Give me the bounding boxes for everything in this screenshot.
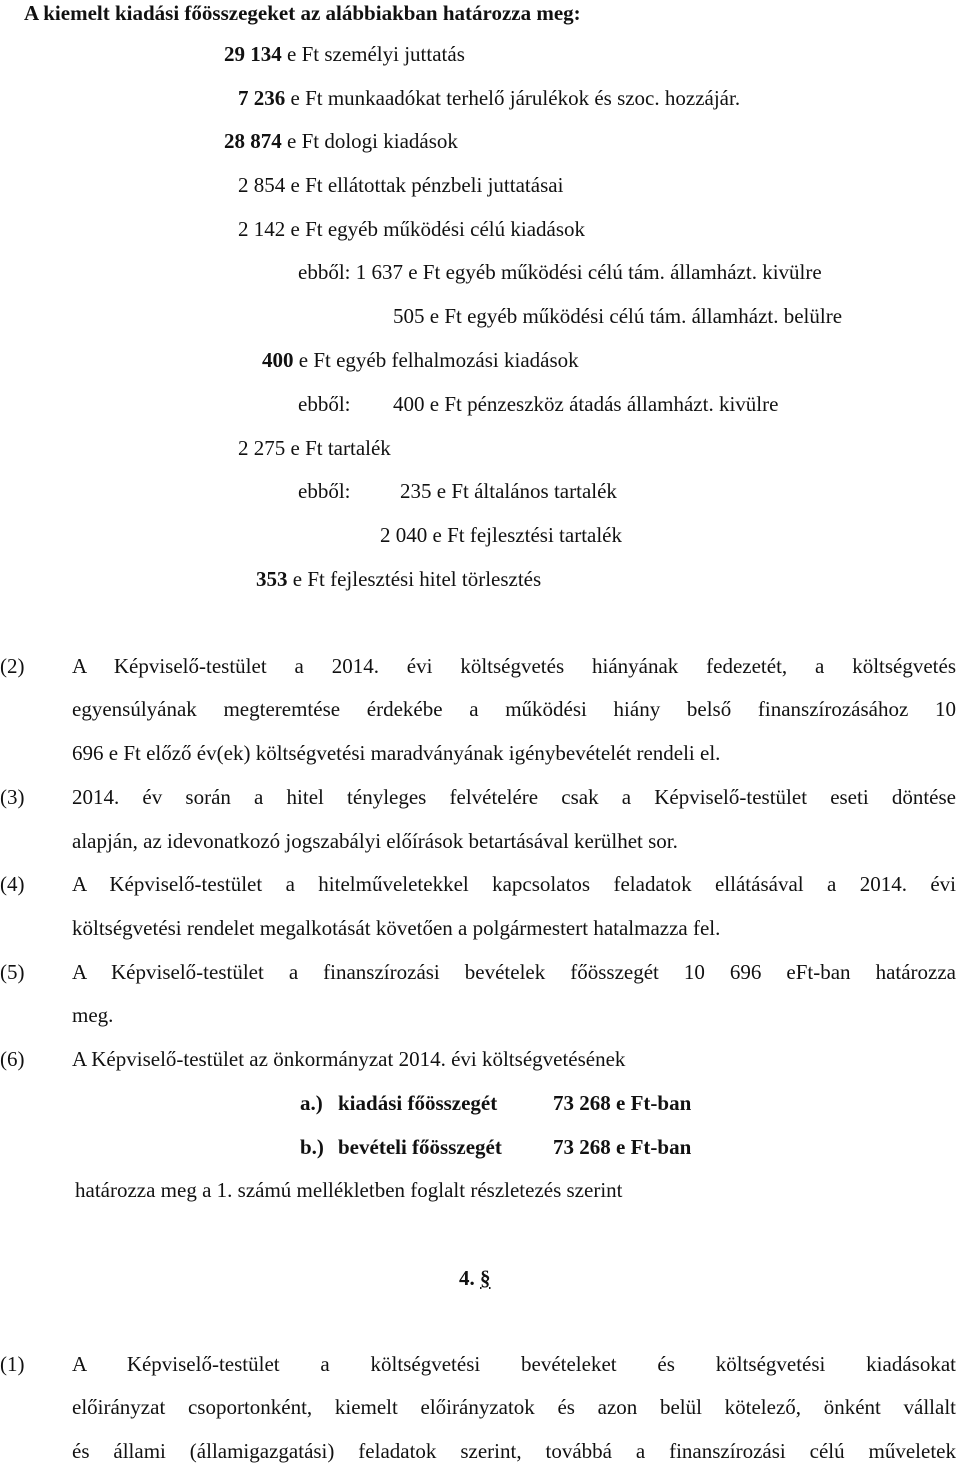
- list-heading: A kiemelt kiadási főösszegeket az alábbiakban határozza meg:: [24, 1, 581, 25]
- paragraph-number: (3): [0, 785, 25, 809]
- item-penzeszkoz: 400 e Ft pénzeszköz átadás államházt. kivülre: [393, 392, 779, 416]
- section-4-paragraph-1-line: A Képviselő-testület a költségvetési bevételeket és költségvetési kiadásokat: [72, 1352, 956, 1376]
- amount: 28 874: [224, 129, 282, 153]
- amount: 400: [262, 348, 294, 372]
- total-text: bevételi főösszegét: [338, 1135, 502, 1159]
- ebbol-label: ebből:: [298, 392, 351, 416]
- amount: 29 134: [224, 42, 282, 66]
- paragraph-number: (6): [0, 1047, 25, 1071]
- paragraph-6-tail: határozza meg a 1. számú mellékletben foglalt részletezés szerint: [75, 1178, 623, 1202]
- item-felhalmozasi: [262, 347, 579, 373]
- section-sign: §: [480, 1266, 491, 1290]
- section-4-paragraph-1-line: és állami (államigazgatási) feladatok szerint, továbbá a finanszírozási célú műveletek: [72, 1439, 956, 1463]
- item-tartalek: 2 275 e Ft tartalék: [238, 436, 391, 460]
- amount: 7 236: [238, 86, 286, 110]
- section-number: 4.: [459, 1266, 475, 1290]
- item-altalanos-tartalek: 235 e Ft általános tartalék: [400, 479, 617, 503]
- item-szemelyi-juttatas: [224, 41, 465, 67]
- paragraph-number: (5): [0, 960, 25, 984]
- item-munkaado-jarulekok: [238, 85, 740, 111]
- paragraph-5-line: meg.: [72, 1003, 114, 1027]
- paragraph-4-line: költségvetési rendelet megalkotását követően a polgármestert hatalmazza fel.: [72, 916, 721, 940]
- item-fejlesztesi-tartalek: 2 040 e Ft fejlesztési tartalék: [380, 523, 623, 547]
- total-text: kiadási főösszegét: [338, 1091, 498, 1115]
- total-label: a.): [300, 1091, 323, 1115]
- item-egyeb-mukodesi: 2 142 e Ft egyéb működési célú kiadások: [238, 217, 586, 241]
- paragraph-4-line: A Képviselő-testület a hitelműveletekkel kapcsolatos feladatok ellátásával a 2014. évi: [72, 872, 956, 896]
- ebbol-label: ebből:: [298, 479, 351, 503]
- item-hitel-torlesztes: [256, 566, 541, 592]
- paragraph-3-line: 2014. év során a hitel tényleges felvételére csak a Képviselő-testület eseti döntése: [72, 785, 956, 809]
- item-ellatottak: 2 854 e Ft ellátottak pénzbeli juttatásai: [238, 173, 564, 197]
- item-ebbol-kivulre: ebből: 1 637 e Ft egyéb működési célú tám. államházt. kivülre: [298, 260, 822, 284]
- total-label: b.): [300, 1135, 324, 1159]
- item-dologi-kiadasok: [224, 128, 458, 154]
- amount: 353: [256, 567, 288, 591]
- paragraph-number: (4): [0, 872, 25, 896]
- total-value: 73 268 e Ft-ban: [553, 1135, 692, 1159]
- paragraph-2-line: egyensúlyának megteremtése érdekébe a működési hiány belső finanszírozásához 10: [72, 697, 956, 721]
- item-text: e Ft munkaadókat terhelő járulékok és szoc. hozzájár.: [285, 86, 741, 110]
- paragraph-5-line: A Képviselő-testület a finanszírozási bevételek főösszegét 10 696 eFt-ban határozza: [72, 960, 956, 984]
- paragraph-2-line: 696 e Ft előző év(ek) költségvetési maradványának igénybevételét rendeli el.: [72, 741, 721, 765]
- paragraph-number: (2): [0, 654, 25, 678]
- item-text: e Ft fejlesztési hitel törlesztés: [287, 567, 542, 591]
- paragraph-6-line: A Képviselő-testület az önkormányzat 2014. évi költségvetésének: [72, 1047, 626, 1071]
- paragraph-3-line: alapján, az idevonatkozó jogszabályi előírások betartásával kerülhet sor.: [72, 829, 678, 853]
- item-text: e Ft egyéb felhalmozási kiadások: [293, 348, 579, 372]
- section-4-paragraph-1-line: előirányzat csoportonként, kiemelt előirányzatok és azon belül kötelező, önként vállalt: [72, 1395, 956, 1419]
- item-text: e Ft dologi kiadások: [281, 129, 458, 153]
- paragraph-number: (1): [0, 1352, 25, 1376]
- item-belulre: 505 e Ft egyéb működési célú tám. államházt. belülre: [393, 304, 843, 328]
- section-heading: [459, 1265, 491, 1291]
- paragraph-2-line: A Képviselő-testület a 2014. évi költségvetés hiányának fedezetét, a költségvetés: [72, 654, 956, 678]
- item-text: e Ft személyi juttatás: [281, 42, 465, 66]
- total-value: 73 268 e Ft-ban: [553, 1091, 692, 1115]
